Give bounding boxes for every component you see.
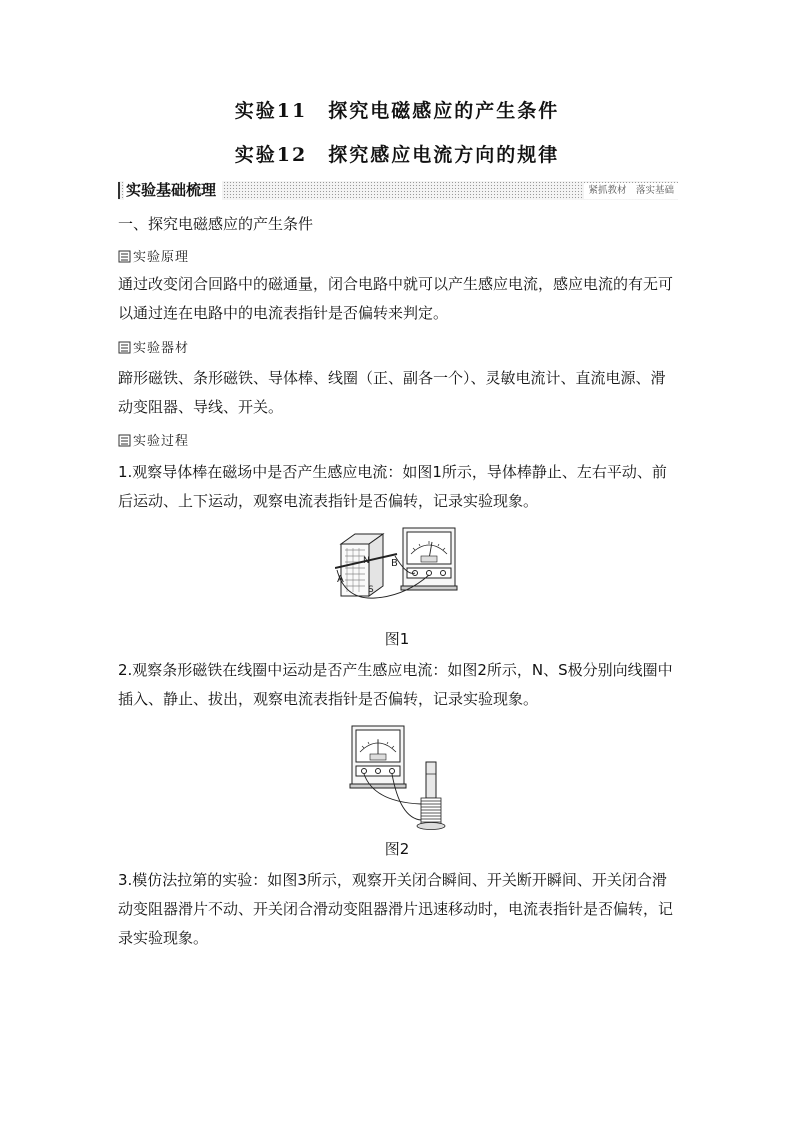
principle-text: 通过改变闭合回路中的磁通量，闭合电路中就可以产生感应电流，感应电流的有无可以通过连在电路中的电流表指针是否偏转来判定。 bbox=[118, 275, 674, 322]
figure1-label-a: A bbox=[337, 574, 344, 585]
page-title-line2: 实验12 探究感应电流方向的规律 bbox=[234, 144, 560, 166]
step2-text: 2.观察条形磁铁在线圈中运动是否产生感应电流：如图2所示，N、S极分别向线圈中插入、静止、拔出，观察电流表指针是否偏转，记录实验现象。 bbox=[118, 661, 673, 708]
section-band-label: 实验基础梳理 bbox=[124, 180, 222, 200]
step1-text: 1.观察导体棒在磁场中是否产生感应电流：如图1所示，导体棒静止、左右平动、前后运动、上下运动，观察电流表指针是否偏转，记录实验现象。 bbox=[118, 463, 667, 510]
figure1-label-s: S bbox=[368, 585, 374, 595]
galvanometer-icon bbox=[350, 726, 406, 788]
process-title: 实验过程 bbox=[133, 434, 190, 449]
figure2-caption: 图2 bbox=[384, 840, 410, 858]
materials-subheading bbox=[118, 337, 189, 356]
bar-magnet-icon bbox=[426, 762, 436, 798]
process-subheading bbox=[118, 430, 189, 449]
subheading-mark-icon bbox=[118, 250, 132, 263]
figure2-illustration bbox=[348, 722, 448, 832]
materials-text: 蹄形磁铁、条形磁铁、导体棒、线圈（正、副各一个）、灵敏电流计、直流电源、滑动变阻器、导线、开关。 bbox=[118, 369, 666, 416]
figure1-label-b: B bbox=[391, 558, 398, 569]
section-band-marker bbox=[118, 182, 120, 199]
subheading-mark-icon bbox=[118, 434, 132, 447]
section-heading: 一、探究电磁感应的产生条件 bbox=[118, 215, 314, 233]
figure1-caption: 图1 bbox=[384, 630, 410, 648]
section-band-tagline: 紧抓教材 落实基础 bbox=[584, 183, 678, 199]
figure1-label-n: N bbox=[363, 556, 370, 566]
principle-title: 实验原理 bbox=[133, 250, 190, 265]
page-title-line1: 实验11 探究电磁感应的产生条件 bbox=[234, 100, 560, 122]
figure1-illustration bbox=[335, 526, 460, 601]
subheading-mark-icon bbox=[118, 341, 132, 354]
step3-text: 3.模仿法拉第的实验：如图3所示，观察开关闭合瞬间、开关断开瞬间、开关闭合滑动变阻器滑片不动、开关闭合滑动变阻器滑片迅速移动时，电流表指针是否偏转，记录实验现象。 bbox=[118, 871, 674, 947]
coil-icon bbox=[417, 798, 445, 830]
materials-title: 实验器材 bbox=[133, 341, 190, 356]
principle-subheading bbox=[118, 246, 189, 265]
galvanometer-icon bbox=[401, 528, 457, 590]
